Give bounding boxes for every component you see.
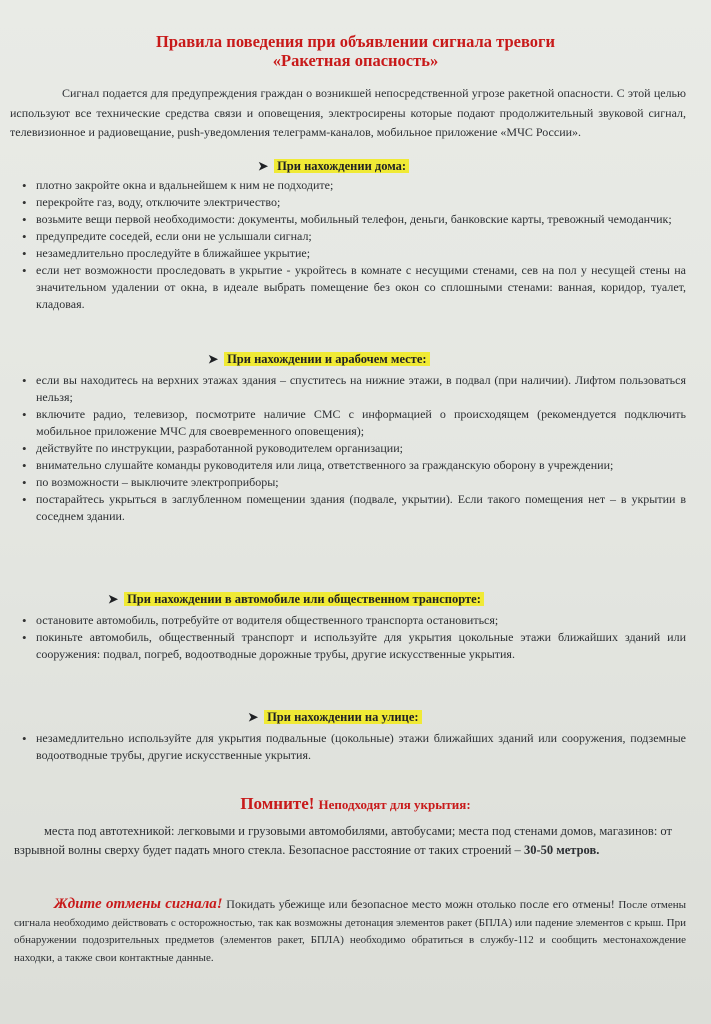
section-list-work [22, 372, 686, 525]
arrow-icon: ➤ [248, 710, 259, 724]
section-list-transport [22, 612, 686, 663]
list-item: • перекройте газ, воду, отключите электричество; [22, 194, 686, 211]
section-heading-home: ➤ При нахождении дома: [258, 157, 409, 175]
list-item: • постарайтесь укрыться в заглубленном помещении здания (подвале, укрытии). Если такого помещения нет – в укрытии в соседнем здании. [22, 491, 686, 525]
list-item: • предупредите соседей, если они не услышали сигнал; [22, 228, 686, 245]
list-item: • внимательно слушайте команды руководителя или лица, ответственного за гражданскую оборону в учреждении; [22, 457, 686, 474]
list-item: • если нет возможности проследовать в укрытие - укройтесь в комнате с несущими стенами, сев на пол у несущей стены на значительном удалении от окна, в идеале выбрать помещение без окон со сплошными стенами: ванная, коридор, туалет, кладовая. [22, 262, 686, 313]
wait-paragraph [14, 896, 686, 966]
arrow-icon: ➤ [108, 592, 119, 606]
section-heading-transport: ➤ При нахождении в автомобиле или общественном транспорте: [108, 590, 484, 608]
section-list-home [22, 177, 686, 313]
list-item: • незамедлительно проследуйте в ближайшее укрытие; [22, 245, 686, 262]
list-item: • по возможности – выключите электроприборы; [22, 474, 686, 491]
list-item: • действуйте по инструкции, разработанной руководителем организации; [22, 440, 686, 457]
document-title: Правила поведения при объявлении сигнала тревоги [156, 32, 555, 51]
list-item: • возьмите вещи первой необходимости: документы, мобильный телефон, деньги, банковские карты, тревожный чемоданчик; [22, 211, 686, 228]
list-item: • если вы находитесь на верхних этажах здания – спуститесь на нижние этажи, в подвал (при наличии). Лифтом пользоваться нельзя; [22, 372, 686, 406]
list-item: • остановите автомобиль, потребуйте от водителя общественного транспорта остановиться; [22, 612, 686, 629]
arrow-icon: ➤ [258, 159, 269, 173]
wait-text-main: Покидать убежище или безопасное место можн отолько после его отмены! [226, 897, 615, 911]
document-subtitle: «Ракетная опасность» [272, 51, 439, 70]
remember-text: места под автотехникой: легковыми и грузовыми автомобилями, автобусами; места под стенами домов, магазинов: от взрывной волны сверху будет падать много стекла. Безопасное расстояние от таких строений – 30-50 метров. [14, 824, 672, 857]
wait-text-details: После отмены сигнала необходимо действовать с осторожностью, так как возможны детонация элементов ракет (БПЛА) или падение элементов с крыш. При обнаружении подозрительных предметов (элементов ракет, БПЛА) необходимо обратиться в службу-112 и сообщить местонахождение находки, а также свои контактные данные. [14, 899, 687, 964]
section-list-street [22, 730, 686, 764]
section-heading-street: ➤ При нахождении на улице: [248, 708, 422, 726]
wait-label: Ждите отмены сигнала! [54, 896, 223, 912]
list-item: • плотно закройте окна и вдальнейшем к ним не подходите; [22, 177, 686, 194]
arrow-icon: ➤ [208, 352, 219, 366]
list-item: • включите радио, телевизор, посмотрите наличие СМС с информацией о происходящем (рекомендуется подключить мобильное приложение МЧС для своевременного оповещения); [22, 406, 686, 440]
intro-paragraph: Сигнал подается для предупреждения граждан о возникшей непосредственной угрозе ракетной опасности. С этой целью используют все технические средства связи и оповещения, электросирены которые подают продолжительный звуковой сигнал, телевизионное и радиовещание, push-уведомления телеграмм-каналов, мобильное приложение «МЧС России». [10, 86, 686, 139]
safe-distance: 30-50 метров. [523, 843, 600, 857]
list-item: • незамедлительно используйте для укрытия подвальные (цокольные) этажи ближайших зданий или сооружения, подземные водоотводные трубы, другие искусственные укрытия. [22, 730, 686, 764]
section-heading-work: ➤ При нахождении и арабочем месте: [208, 350, 430, 368]
remember-label: Помните! [240, 794, 315, 813]
remember-subtitle: Неподходят для укрытия: [318, 797, 471, 812]
remember-heading [0, 794, 711, 814]
list-item: • покиньте автомобиль, общественный транспорт и используйте для укрытия цокольные этажи ближайших зданий или сооружения: подвал, погреб, водоотводные дорожные трубы, другие искусственные укрытия. [22, 629, 686, 663]
